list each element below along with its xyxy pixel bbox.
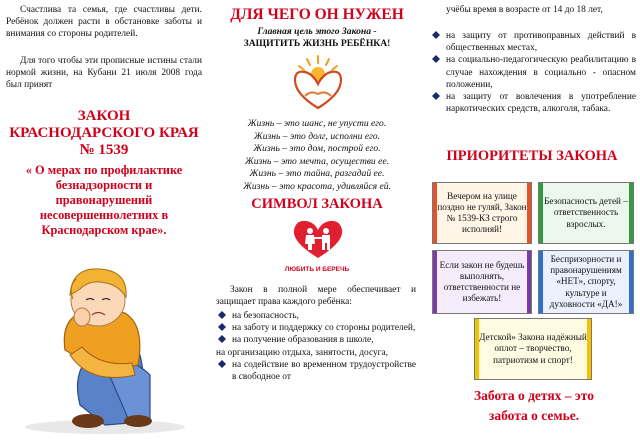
- right-column: [424, 0, 640, 441]
- goal-line: Главная цель этого Закона -: [257, 26, 377, 37]
- priority-box-safety: Безопасность детей – ответственность взрослых.: [538, 182, 634, 244]
- symbol-caption: ЛЮБИТЬ И БЕРЕЧЬ: [284, 266, 350, 273]
- diamond-bullet-icon: [432, 55, 440, 63]
- list-item: на организацию отдыха, занятости, досуга,: [216, 347, 389, 358]
- poem-line: Жизнь – это мечта, осуществи ее.: [244, 155, 390, 167]
- list-item: на безопасность,: [216, 310, 416, 322]
- rights-continuation: учёбы время в возрасте от 14 до 18 лет,: [446, 5, 603, 15]
- heart-hands-emblem: [287, 52, 349, 112]
- priority-box-sport-culture: Беспризорности и правонарушениям «НЕТ», спорту, культуре и духовности «ДА!»: [538, 250, 634, 314]
- priority-box-creativity: Детской» Закона надёжный оплот – творчество, патриотизм и спорт!: [474, 318, 592, 380]
- middle-column: [212, 0, 422, 441]
- poem-line: Жизнь – это долг, исполни его.: [253, 130, 381, 142]
- list-item: на защиту от вовлечения в употребление наркотических средств, алкоголя, табака.: [430, 91, 636, 115]
- list-item: на социально-педагогическую реабилитацию в случае нахождения в социально - опасном положении,: [430, 54, 636, 91]
- priority-box-curfew: Вечером на улице поздно не гуляй, Закон № 1539-КЗ строго исполняй!: [432, 182, 532, 244]
- diamond-bullet-icon: [218, 323, 226, 331]
- closing-slogan: Забота о детях – это забота о семье.: [474, 388, 594, 423]
- intro-paragraph: Счастлива та семья, где счастливы дети. Ребёнок должен расти в обстановке заботы и внимания со стороны родителей.: [6, 5, 202, 40]
- poem-line: Жизнь – это красота, удивляйся ей.: [243, 180, 391, 192]
- law-title: ЗАКОН КРАСНОДАРСКОГО КРАЯ № 1539: [9, 108, 199, 158]
- list-item: на заботу и поддержку со стороны родителей,: [216, 322, 416, 334]
- law-subtitle: « О мерах по профилактике безнадзорности и правонарушений несовершеннолетних в Краснодарском крае».: [25, 163, 183, 237]
- list-item: на защиту от противоправных действий в общественных местах,: [430, 30, 636, 54]
- rights-intro: Закон в полной мере обеспечивает и защищает права каждого ребёнка:: [216, 285, 416, 308]
- left-column: [0, 0, 208, 441]
- rights-list: [216, 310, 416, 383]
- list-item: на содействие во временном трудоустройстве в свободное от: [216, 359, 416, 383]
- priority-box-responsibility: Если закон не будешь выполнять, ответственности не избежать!: [432, 250, 532, 314]
- purpose-heading: ДЛЯ ЧЕГО ОН НУЖЕН: [230, 6, 404, 23]
- poem-line: Жизнь – это дом, построй его.: [253, 143, 381, 154]
- law-adoption-paragraph: Для того чтобы эти прописные истины стали нормой жизни, на Кубани 21 июля 2008 года был принят: [6, 56, 202, 91]
- poem-line: Жизнь – это тайна, разгадай ее.: [249, 168, 385, 179]
- diamond-bullet-icon: [218, 311, 226, 319]
- priorities-heading: ПРИОРИТЕТЫ ЗАКОНА: [446, 148, 618, 164]
- list-item: на получение образования в школе,: [216, 334, 416, 346]
- poem-line: Жизнь – это шанс, не упусти его.: [247, 118, 387, 129]
- symbol-heading: СИМВОЛ ЗАКОНА: [251, 196, 383, 212]
- diamond-bullet-icon: [218, 360, 226, 368]
- rights-list-continued: [430, 30, 636, 115]
- sad-child-illustration: [10, 255, 200, 435]
- diamond-bullet-icon: [432, 31, 440, 39]
- law-symbol-heart: [288, 218, 348, 264]
- diamond-bullet-icon: [218, 335, 226, 343]
- goal-statement: ЗАЩИТИТЬ ЖИЗНЬ РЕБЁНКА!: [243, 38, 391, 49]
- life-poem: [212, 118, 422, 193]
- diamond-bullet-icon: [432, 92, 440, 100]
